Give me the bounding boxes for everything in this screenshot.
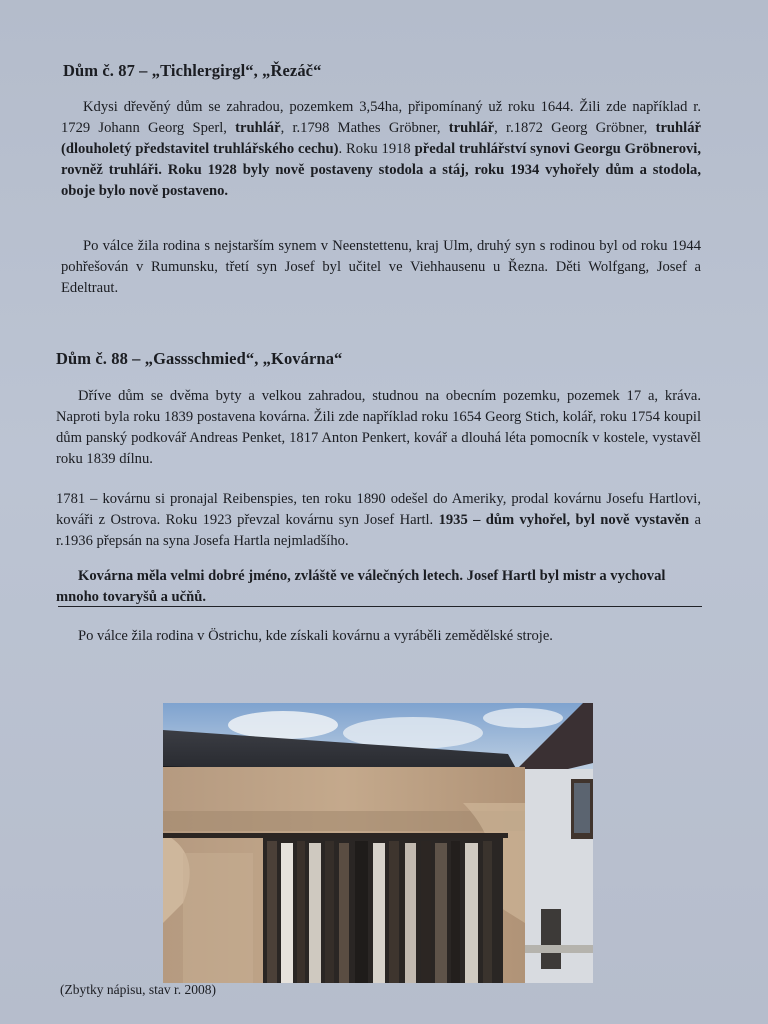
house-87-paragraph-1 bbox=[61, 97, 701, 202]
house-87-heading: Dům č. 87 – „Tichlergirgl“, „Řezáč“ bbox=[63, 61, 322, 80]
forge-building-photo-drawing bbox=[163, 703, 593, 983]
house-88-paragraph-4 bbox=[56, 626, 701, 647]
photo-caption: (Zbytky nápisu, stav r. 2008) bbox=[60, 982, 216, 997]
house-88-p3-bold: Kovárna měla velmi dobré jméno, zvláště ve válečných letech. Josef Hartl byl mistr a vychoval mnoho tovaryšů a učňů. bbox=[56, 568, 666, 605]
house-88-p4-text: Po válce žila rodina v Östrichu, kde získali kovárnu a vyráběli zemědělské stroje. bbox=[78, 628, 553, 644]
house-88-paragraph-2 bbox=[56, 489, 701, 552]
house-88-paragraph-3 bbox=[56, 566, 701, 608]
house-87-paragraph-2 bbox=[61, 236, 701, 299]
house-88-p2-text-2: a r.1936 přepsán na syna Josefa Hartla nejmladšího. bbox=[56, 512, 701, 549]
house-88-p1-text: Dříve dům se dvěma byty a velkou zahradou, studnou na obecním pozemku, pozemek 17 a, kráva. Naproti byla roku 1839 postavena kovárna. Žili zde například roku 1654 Georg Stich, kolář, roku 1754 koupil dům panský podkovář Andreas Penket, 1817 Anton Penkert, kovář a dlouhá léta pomocník v kostele, vystavěl roku 1839 dílnu. bbox=[56, 388, 701, 467]
house-87-p1-text-3: , r.1872 Georg Gröbner, bbox=[494, 120, 656, 136]
house-88-p2-bold: 1935 – dům vyhořel, byl nově vystavěn bbox=[438, 512, 690, 528]
house-87-p1-bold-4: předal truhlářství synovi Georgu Gröbnerovi, rovněž truhláři. Roku 1928 byly nově postaveny stodola a stáj, roku 1934 vyhořely dům a stodola, oboje bylo nově postaveno. bbox=[61, 141, 701, 199]
house-88-heading: Dům č. 88 – „Gassschmied“, „Kovárna“ bbox=[56, 349, 343, 368]
house-87-p1-text-2: , r.1798 Mathes Gröbner, bbox=[280, 120, 449, 136]
house-87-p2-text: Po válce žila rodina s nejstarším synem v Neenstettenu, kraj Ulm, druhý syn s rodinou byl od roku 1944 pohřešován v Rumunsku, třetí syn Josef byl učitel ve Viehhausenu u Řezna. Děti Wolfgang, Josef a Edeltraut. bbox=[61, 238, 701, 296]
house-87-p1-text-1: Kdysi dřevěný dům se zahradou, pozemkem 3,54ha, připomínaný už roku 1644. Žili zde například r. 1729 Johann Georg Sperl, bbox=[61, 99, 701, 136]
house-87-p1-bold-3: truhlář (dlouholetý představitel truhlářského cechu) bbox=[61, 120, 701, 157]
house-87-p1-bold-2: truhlář bbox=[448, 120, 495, 136]
house-87-p1-text-4: . Roku 1918 bbox=[338, 141, 415, 157]
house-88-p2-text-1: 1781 – kovárnu si pronajal Reibenspies, ten roku 1890 odešel do Ameriky, prodal kovárnu Josefu Hartlovi, kováři z Ostrova. Roku 1923 převzal kovárnu syn Josef Hartl. bbox=[56, 491, 701, 528]
wooden-planks bbox=[263, 838, 503, 983]
house-88-paragraph-1 bbox=[56, 386, 701, 470]
forge-building-photo bbox=[163, 703, 593, 983]
house-87-p1-bold-1: truhlář bbox=[235, 120, 281, 136]
horizontal-divider bbox=[58, 606, 702, 607]
